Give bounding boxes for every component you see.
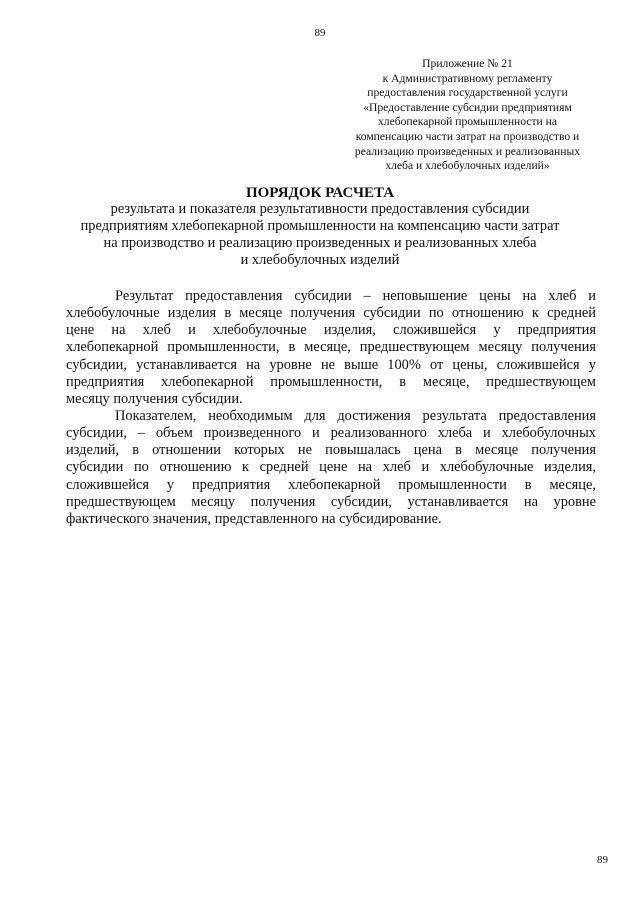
document-title: ПОРЯДОК РАСЧЕТА [245,185,395,201]
appendix-line: хлебопекарной промышленности на [377,115,557,129]
appendix-line: предоставления государственной услуги [367,86,568,100]
paragraph-line: Показателем, необходимым для достижения результата предоставления [115,407,596,424]
paragraph-result [66,288,596,408]
appendix-line: реализацию произведенных и реализованных [354,144,581,158]
appendix-line: к Административному регламенту [382,71,553,85]
paragraph-line: цене на хлеб и хлебобулочные изделия, сложившейся у предприятия [66,322,596,339]
paragraph-line: фактического значения, представленного на субсидирование. [66,510,442,527]
paragraph-line: субсидии по отношению к средней цене на хлеб и хлебобулочные изделия, [66,459,596,476]
appendix-line: «Предоставление субсидии предприятиям [363,100,572,114]
paragraph-line: субсидии, устанавливается на уровне не выше 100% от цены, сложившейся у [66,356,596,373]
paragraph-line: изделий, в отношении которых не повышалась цена в месяце получения [66,442,596,459]
paragraph-line: Результат предоставления субсидии – неповышение цены на хлеб и [115,288,596,304]
paragraph-line: предшествующем месяцу получения субсидии, устанавливается на уровне [66,493,596,510]
appendix-line: хлеба и хлебобулочных изделий» [385,159,550,173]
paragraph-line: предприятия хлебопекарной промышленности, в месяце, предшествующем [66,373,596,390]
page-number-top: 89 [314,27,326,39]
paragraph-line: хлебопекарной промышленности, в месяце, предшествующем месяцу получения [66,339,596,356]
subtitle-line: результата и показателя результативности предоставления субсидии [110,201,530,217]
paragraph-line: месяцу получения субсидии. [66,390,243,407]
document-body [66,288,596,528]
paragraph-line: субсидии, – объем произведенного и реализованного хлеба и хлебобулочных [66,425,596,442]
subtitle-line: на производство и реализацию произведенных и реализованных хлеба [103,235,537,251]
subtitle-line: и хлебобулочных изделий [240,252,400,268]
appendix-line: компенсацию части затрат на производство и [355,129,580,143]
appendix-line: Приложение № 21 [422,57,513,70]
paragraph-line: сложившейся у предприятия хлебопекарной промышленности в месяце, [66,476,596,493]
appendix-header [330,57,605,174]
paragraph-indicator [66,408,596,528]
paragraph-line: хлебобулочные изделия в месяце получения субсидии по отношению к средней [66,305,596,322]
document-subtitle [0,201,640,269]
subtitle-line: предприятиям хлебопекарной промышленности на компенсацию части затрат [80,218,560,234]
page-number-bottom: 89 [597,854,608,866]
